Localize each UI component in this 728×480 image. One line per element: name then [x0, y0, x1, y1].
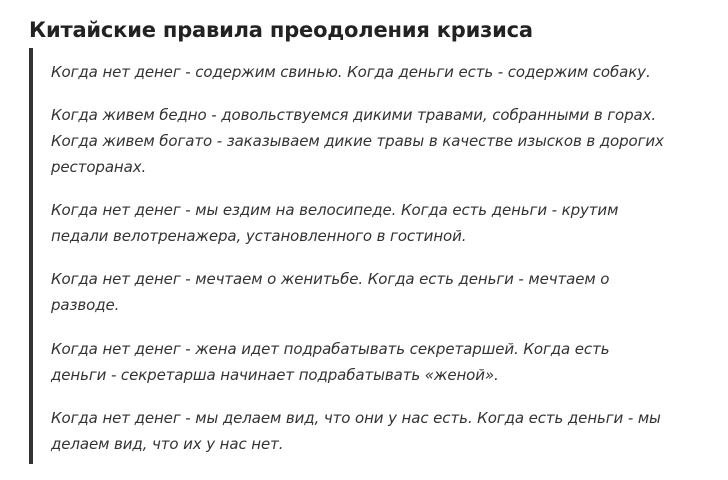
quote-line: педали велотренажера, установленного в гостиной. — [51, 227, 467, 245]
blockquote — [29, 48, 689, 464]
quote-paragraph-5 — [51, 336, 691, 388]
quote-line: Когда нет денег - мы ездим на велосипеде. Когда есть деньги - крутим — [51, 201, 619, 219]
quote-line: Когда живем богато - заказываем дикие травы в качестве изысков в дорогих — [51, 132, 664, 150]
quote-line: Когда нет денег - жена идет подрабатывать секретаршей. Когда есть — [51, 340, 610, 358]
quote-line: деньги - секретарша начинает подрабатывать «женой». — [51, 366, 499, 384]
quote-paragraph-1 — [51, 59, 691, 85]
quote-line: Когда живем бедно - довольствуемся дикими травами, собранными в горах. — [51, 106, 657, 124]
quote-paragraph-4 — [51, 266, 691, 318]
quote-line: разводе. — [51, 296, 120, 314]
quote-line: Когда нет денег - мы делаем вид, что они у нас есть. Когда есть деньги - мы — [51, 409, 661, 427]
quote-paragraph-3 — [51, 197, 691, 249]
article-title: Китайские правила преодоления кризиса — [29, 18, 533, 42]
quote-paragraph-6 — [51, 405, 691, 457]
quote-paragraph-2 — [51, 102, 691, 180]
quote-line: Когда нет денег - мечтаем о женитьбе. Когда есть деньги - мечтаем о — [51, 270, 610, 288]
quote-line: ресторанах. — [51, 158, 147, 176]
quote-line: Когда нет денег - содержим свинью. Когда деньги есть - содержим собаку. — [51, 63, 651, 81]
quote-line: делаем вид, что их у нас нет. — [51, 435, 284, 453]
